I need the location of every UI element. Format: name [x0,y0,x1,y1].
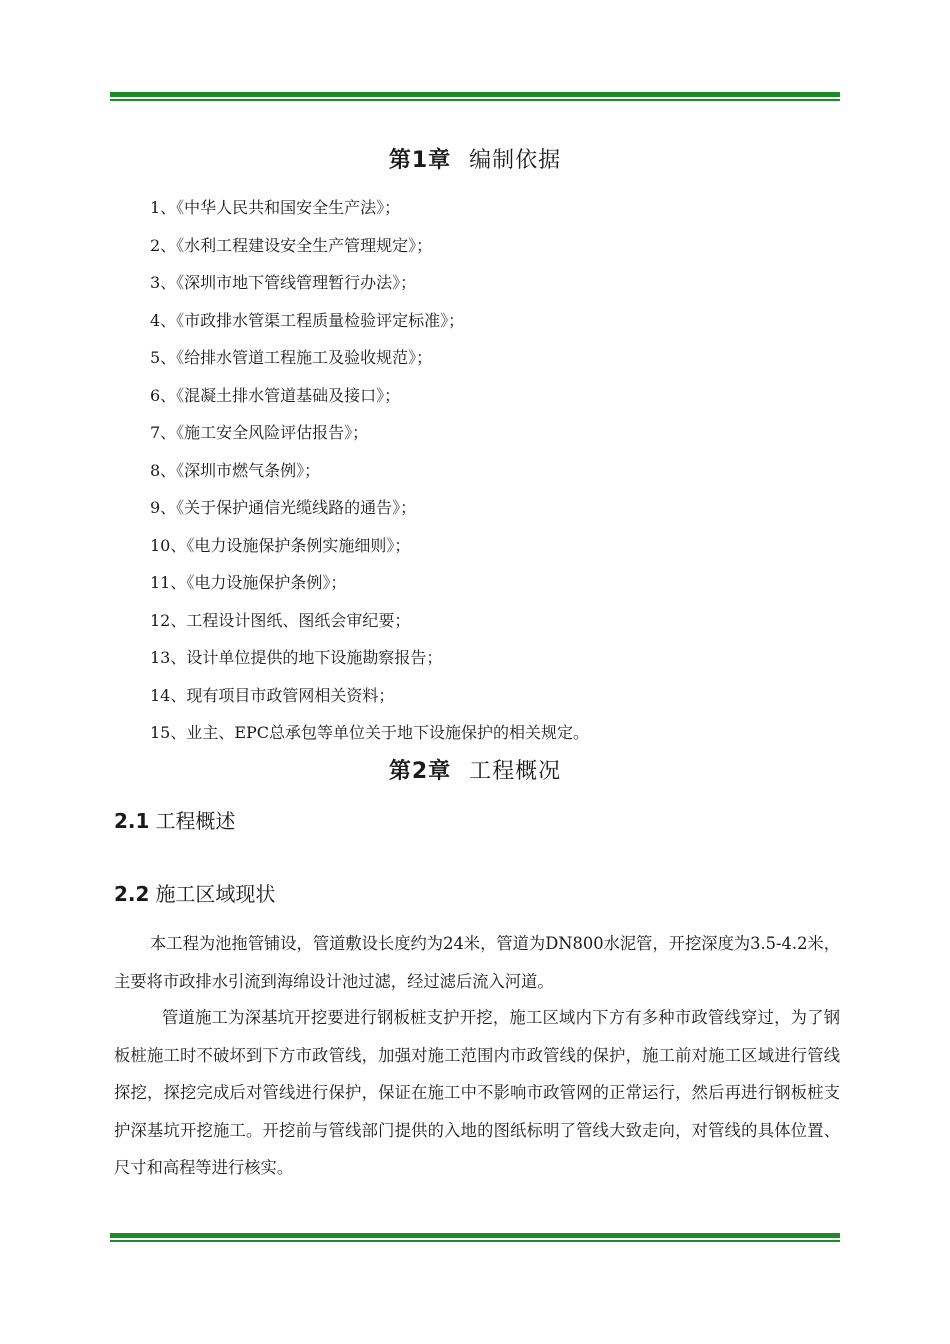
section-2-2-number: 2.2 [114,882,150,906]
chapter2-title: 工程概况 [469,759,562,784]
reference-item: 7、《施工安全风险评估报告》； [150,423,369,442]
reference-list [150,189,589,752]
reference-item: 1、《中华人民共和国安全生产法》； [150,198,401,217]
reference-item: 14、现有项目市政管网相关资料； [150,685,395,705]
chapter1-number: 第1章 [388,148,452,173]
body-paragraph: 本工程为池拖管铺设，管道敷设长度约为24米，管道为DN800水泥管，开挖深度为3.5-4.2米，主要将市政排水引流到海绵设计池过滤，经过滤后流入河道。 [114,934,840,991]
reference-item: 13、设计单位提供的地下设施勘察报告； [150,648,443,667]
reference-item: 2、《水利工程建设安全生产管理规定》； [150,235,433,255]
reference-item: 3、《深圳市地下管线管理暂行办法》； [150,273,417,292]
header-rule [110,92,840,101]
reference-item: 11、《电力设施保护条例》； [150,573,347,592]
reference-item: 15、业主、EPC总承包等单位关于地下设施保护的相关规定。 [150,723,590,742]
chapter2-number: 第2章 [388,759,452,784]
chapter1-heading [0,143,950,174]
section-2-1-title: 工程概述 [155,809,236,833]
section-2-1-number: 2.1 [114,809,150,833]
footer-rule [110,1233,840,1242]
section-2-2-heading [114,878,275,907]
chapter2-heading [0,754,950,785]
reference-item: 6、《混凝土排水管道基础及接口》； [150,385,401,405]
reference-item: 12、工程设计图纸、图纸会审纪要； [150,610,411,630]
chapter1-title: 编制依据 [469,148,562,173]
reference-item: 9、《关于保护通信光缆线路的通告》； [150,498,417,517]
reference-item: 8、《深圳市燃气条例》； [150,460,321,480]
section-2-1-heading [114,805,235,834]
reference-item: 4、《市政排水管渠工程质量检验评定标准》； [150,310,465,330]
reference-item: 5、《给排水管道工程施工及验收规范》； [150,348,433,367]
reference-item: 10、《电力设施保护条例实施细则》； [150,535,411,555]
body-paragraph: 管道施工为深基坑开挖要进行钢板桩支护开挖，施工区域内下方有多种市政管线穿过，为了钢板桩施工时不破坏到下方市政管线，加强对施工范围内市政管线的保护，施工前对施工区域进行管线探挖，探挖完成后对管线进行保护，保证在施工中不影响市政管网的正常运行，然后再进行钢板桩支护深基坑开挖施工。开挖前与管线部门提供的入地的图纸标明了管线大致走向，对管线的具体位置、尺寸和高程等进行核实。 [114,1008,840,1177]
section-2-2-title: 施工区域现状 [155,882,276,906]
